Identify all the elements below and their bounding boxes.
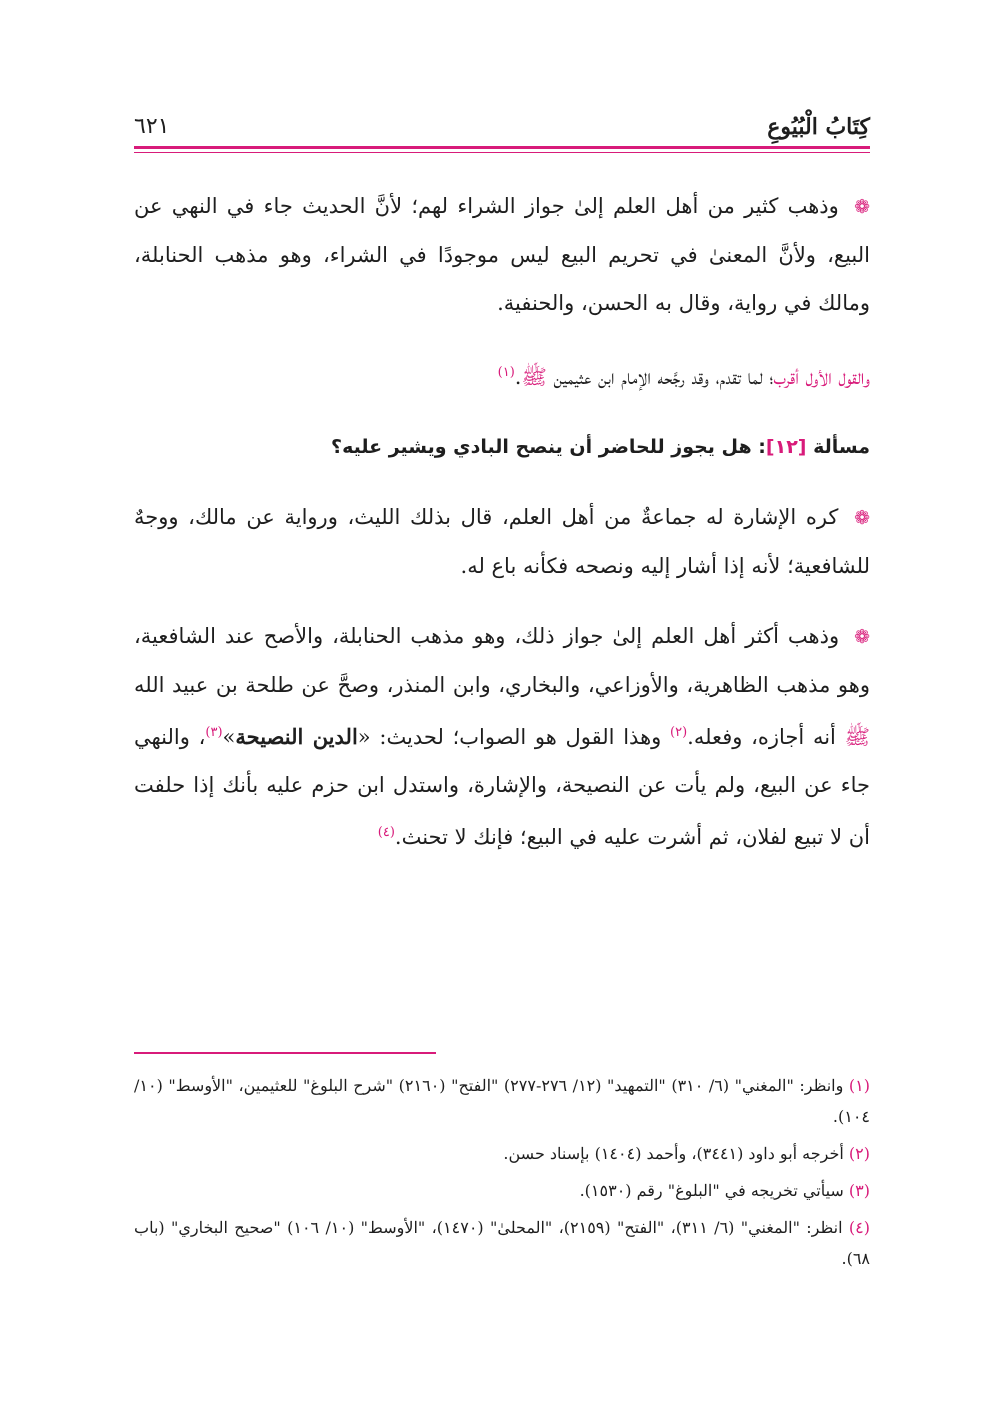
footnote-text: أخرجه أبو داود (٣٤٤١)، وأحمد (١٤٠٤) بإسناد حسن. <box>503 1144 844 1163</box>
flower-ornament-icon: ❁ <box>854 196 871 218</box>
footnote-text: انظر: "المغني" (٦/ ٣١١)، "الفتح" (٢١٥٩)، "المحلىٰ" (١٤٧٠)، "الأوسط" (١٠/ ١٠٦) "صحيح البخاري" (باب ٦٨). <box>134 1218 870 1268</box>
footnote-number: (٤) <box>848 1218 870 1237</box>
footnote-separator <box>134 1052 436 1054</box>
issue-number: [١٢] <box>765 436 807 458</box>
footnote-number: (٢) <box>848 1144 870 1163</box>
footnote-text: وانظر: "المغني" (٦/ ٣١٠) "التمهيد" (١٢/ ٢٧٦-٢٧٧) "الفتح" (٢١٦٠) "شرح البلوغ" للعثيمين، "الأوسط" (١٠/ ١٠٤). <box>134 1076 870 1126</box>
footnote-ref-3[interactable]: (٣) <box>205 725 223 740</box>
issue-heading <box>134 423 870 471</box>
flower-ornament-icon: ❁ <box>854 507 870 529</box>
hadith-quote: الدين النصيحة <box>235 724 358 749</box>
paragraph-1-text: وذهب كثير من أهل العلم إلىٰ جواز الشراء لهم؛ لأنَّ الحديث جاء في النهي عن البيع، ولأنَّ المعنىٰ في تحريم البيع ليس موجودًا في الشراء، وهو مذهب الحنابلة، ومالك في رواية، وقال به الحسن، والحنفية. <box>134 194 870 315</box>
paragraph-2-text: ؛ لما تقدم، وقد رجَّحه الإمام ابن عثيمين <box>553 365 774 389</box>
footnote-ref-1[interactable]: (١) <box>497 365 515 380</box>
footnote-1 <box>134 1070 870 1132</box>
footnote-text: سيأتي تخريجه في "البلوغ" رقم (١٥٣٠). <box>579 1181 844 1200</box>
paragraph-4 <box>134 612 870 861</box>
paragraph-1 <box>134 182 870 327</box>
paragraph-2 <box>134 349 870 401</box>
honorific-icon: ﷺ <box>844 725 870 749</box>
paragraph-4-text-e: ، والنهي جاء عن البيع، ولم يأت عن النصيحة، والإشارة، واستدل ابن حزم عليه بأنك إذا حلفت أن لا تبيع لفلان، ثم أشرت عليه في البيع؛ فإنك لا تحنث. <box>134 725 870 849</box>
paragraph-4-text-b: أنه أجازه، وفعله. <box>687 725 836 749</box>
footnote-number: (٣) <box>848 1181 870 1200</box>
paragraph-3-text: كره الإشارة له جماعةٌ من أهل العلم، قال بذلك الليث، ورواية عن مالك، ووجهٌ للشافعية؛ لأنه إذا أشار إليه ونصحه فكأنه باع له. <box>134 505 870 578</box>
footnotes <box>134 1070 870 1280</box>
flower-ornament-icon: ❁ <box>854 626 870 648</box>
footnote-ref-4[interactable]: (٤) <box>377 825 395 840</box>
page-number: ٦٢١ <box>134 114 170 139</box>
issue-label: مسألة <box>813 436 870 458</box>
book-title: كِتَابُ الْبُيُوعِ <box>767 114 870 140</box>
honorific-icon: ﷺ <box>521 365 547 389</box>
footnote-2 <box>134 1138 870 1169</box>
book-page <box>134 108 871 1268</box>
paragraph-4-text-c: وهذا القول هو الصواب؛ لحديث: « <box>357 725 662 749</box>
preferred-opinion-highlight: والقول الأول أقرب <box>773 365 870 389</box>
issue-text: : هل يجوز للحاضر أن ينصح البادي ويشير عليه؟ <box>331 436 766 458</box>
main-text <box>134 182 870 861</box>
footnote-number: (١) <box>848 1076 870 1095</box>
header-rule-thick <box>134 146 870 149</box>
footnote-ref-2[interactable]: (٢) <box>670 725 688 740</box>
footnote-4 <box>134 1212 870 1274</box>
paragraph-3 <box>134 493 870 590</box>
paragraph-4-text-a: وذهب أكثر أهل العلم إلىٰ جواز ذلك، وهو مذهب الحنابلة، والأصح عند الشافعية، وهو مذهب الظاهرية، والأوزاعي، والبخاري، وابن المنذر، وصحَّ عن طلحة بن عبيد الله <box>134 624 870 697</box>
page-header <box>134 108 870 152</box>
paragraph-4-text-d: » <box>222 725 236 749</box>
footnote-3 <box>134 1175 870 1206</box>
paragraph-2-end: . <box>514 365 522 389</box>
header-rule-thin <box>134 152 870 153</box>
